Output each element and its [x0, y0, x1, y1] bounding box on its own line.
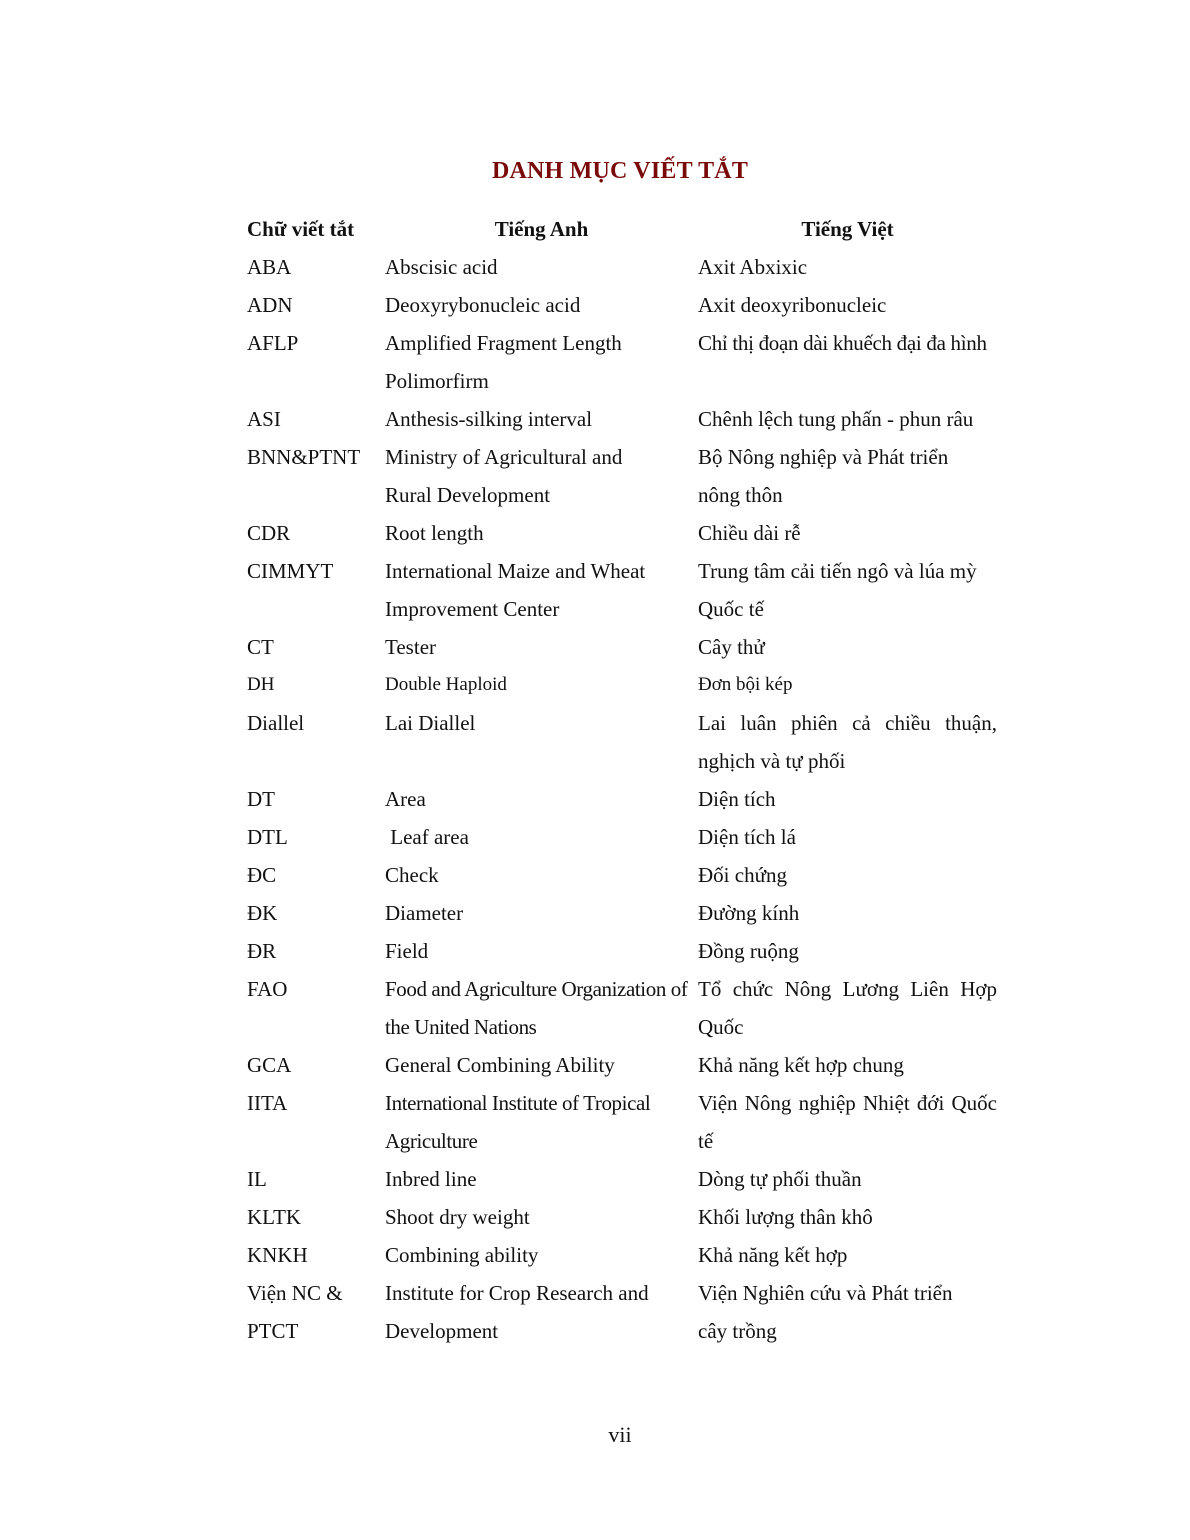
column-header-vietnamese: Tiếng Việt [801, 216, 894, 241]
abbreviation-cell: IITA [247, 1091, 288, 1115]
column-header-abbreviation: Chữ viết tắt [247, 216, 355, 241]
english-cell: International Institute of Tropical Agriculture [385, 1091, 651, 1153]
abbreviation-cell: ĐC [247, 863, 277, 887]
table-row [247, 514, 997, 552]
english-cell: Tester [385, 635, 437, 659]
table-row [247, 248, 997, 286]
vietnamese-cell: Viện Nông nghiệp Nhiệt đới Quốc tế [698, 1091, 997, 1153]
table-row [247, 1160, 997, 1198]
english-cell: International Maize and Wheat Improvement Center [385, 559, 646, 621]
vietnamese-cell: Chỉ thị đoạn dài khuếch đại đa hình [698, 331, 987, 355]
table-row [247, 704, 997, 780]
abbreviation-cell: GCA [247, 1053, 292, 1077]
table-row [247, 1084, 997, 1160]
page-title: DANH MỤC VIẾT TẮT [491, 158, 749, 184]
table-row [247, 400, 997, 438]
vietnamese-cell: Khối lượng thân khô [698, 1205, 873, 1229]
english-cell: Root length [385, 521, 484, 545]
page-number: vii [608, 1422, 632, 1447]
abbreviation-cell: DTL [247, 825, 288, 849]
table-row [247, 932, 997, 970]
abbreviation-cell: KNKH [247, 1243, 308, 1267]
english-cell: Leaf area [385, 825, 469, 849]
english-cell: Double Haploid [385, 674, 507, 695]
vietnamese-cell: Tổ chức Nông Lương Liên Hợp Quốc [698, 977, 997, 1039]
table-header-row [247, 210, 997, 248]
abbreviation-cell: CIMMYT [247, 559, 334, 583]
abbreviation-cell: Viện NC & PTCT [247, 1281, 343, 1343]
table-row [247, 970, 997, 1046]
english-cell: Shoot dry weight [385, 1205, 530, 1229]
english-cell: Lai Diallel [385, 711, 476, 735]
table-row [247, 1236, 997, 1274]
abbreviation-cell: FAO [247, 977, 288, 1001]
abbreviation-cell: KLTK [247, 1205, 302, 1229]
abbreviation-cell: AFLP [247, 331, 299, 355]
vietnamese-cell: Khả năng kết hợp chung [698, 1053, 904, 1077]
abbreviation-cell: IL [247, 1167, 267, 1191]
vietnamese-cell: Diện tích [698, 787, 776, 811]
english-cell: General Combining Ability [385, 1053, 615, 1077]
table-row [247, 1274, 997, 1350]
table-row [247, 818, 997, 856]
english-cell: Field [385, 939, 429, 963]
vietnamese-cell: Cây thử [698, 635, 765, 659]
vietnamese-cell: Diện tích lá [698, 825, 796, 849]
vietnamese-cell: Trung tâm cải tiến ngô và lúa mỳ Quốc tế [698, 559, 977, 621]
english-cell: Combining ability [385, 1243, 539, 1267]
abbreviation-cell: BNN&PTNT [247, 445, 361, 469]
table-row [247, 552, 997, 628]
vietnamese-cell: Chiều dài rễ [698, 521, 801, 545]
table-row [247, 1198, 997, 1236]
table-row [247, 324, 997, 400]
table-row [247, 780, 997, 818]
table-row [247, 286, 997, 324]
abbreviation-cell: CT [247, 635, 274, 659]
vietnamese-cell: Bộ Nông nghiệp và Phát triển nông thôn [698, 445, 949, 507]
table-row [247, 666, 997, 704]
english-cell: Check [385, 863, 439, 887]
abbreviation-cell: ABA [247, 255, 292, 279]
vietnamese-cell: Đường kính [698, 901, 800, 925]
english-cell: Deoxyrybonucleic acid [385, 293, 581, 317]
vietnamese-cell: Axit deoxyribonucleic [698, 293, 887, 317]
english-cell: Anthesis-silking interval [385, 407, 593, 431]
column-header-english: Tiếng Anh [494, 216, 589, 241]
abbreviation-cell: DH [247, 674, 275, 695]
english-cell: Inbred line [385, 1167, 477, 1191]
english-cell: Diameter [385, 901, 464, 925]
vietnamese-cell: Lai luân phiên cả chiều thuận, nghịch và tự phối [698, 711, 997, 773]
vietnamese-cell: Đồng ruộng [698, 939, 799, 963]
abbreviation-cell: ĐR [247, 939, 277, 963]
table-row [247, 894, 997, 932]
english-cell: Abscisic acid [385, 255, 498, 279]
abbreviation-cell: ĐK [247, 901, 278, 925]
english-cell: Food and Agriculture Organization of the United Nations [385, 977, 688, 1039]
english-cell: Institute for Crop Research and Development [385, 1281, 649, 1343]
english-cell: Amplified Fragment Length Polimorfirm [385, 331, 622, 393]
vietnamese-cell: Đơn bội kép [698, 674, 793, 695]
table-row [247, 856, 997, 894]
vietnamese-cell: Đối chứng [698, 863, 787, 887]
abbreviation-cell: ASI [247, 407, 281, 431]
vietnamese-cell: Viện Nghiên cứu và Phát triển cây trồng [698, 1281, 953, 1343]
abbreviation-cell: Diallel [247, 711, 305, 735]
vietnamese-cell: Dòng tự phối thuần [698, 1167, 862, 1191]
vietnamese-cell: Chênh lệch tung phấn - phun râu [698, 407, 974, 431]
table-row [247, 438, 997, 514]
abbreviation-cell: ADN [247, 293, 293, 317]
table-row [247, 628, 997, 666]
vietnamese-cell: Axit Abxixic [698, 255, 808, 279]
table-row [247, 1046, 997, 1084]
abbreviation-cell: CDR [247, 521, 291, 545]
english-cell: Ministry of Agricultural and Rural Development [385, 445, 623, 507]
vietnamese-cell: Khả năng kết hợp [698, 1243, 848, 1267]
english-cell: Area [385, 787, 426, 811]
abbreviation-table [247, 210, 997, 1350]
abbreviation-cell: DT [247, 787, 275, 811]
